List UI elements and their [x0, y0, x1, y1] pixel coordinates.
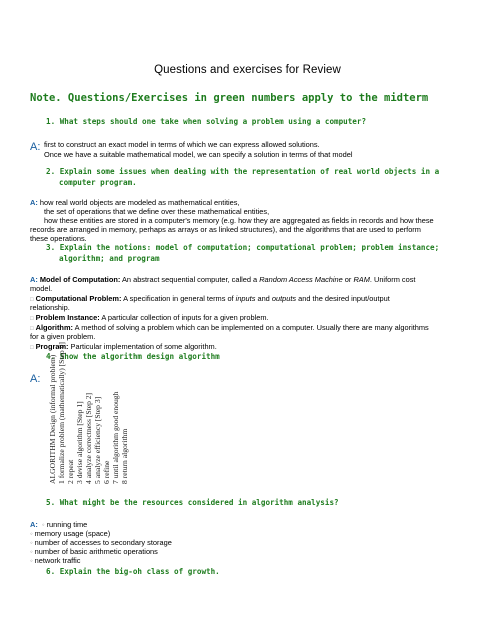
algorithm-step: 5 analyze efficiency [Step 3] — [93, 396, 102, 484]
answer-label: A: — [30, 520, 38, 529]
answer-3-program: □ Program: Particular implementation of some algorithm. — [30, 342, 217, 351]
algorithm-step: ALGORITHM Design (informal problem) — [48, 354, 57, 484]
answer-2-line-5: these operations. — [30, 234, 87, 243]
algorithm-step: 8 return algorithm — [120, 428, 129, 484]
answer-2-line-1: A: how real world objects are modeled as mathematical entities, — [30, 198, 240, 207]
answer-1 — [30, 137, 40, 155]
answer-3-cp-cont: relationship. — [30, 303, 70, 312]
answer-2-line-3: how these entities are stored in a computer's memory (e.g. how they are aggregated as fields in records and how these — [44, 216, 434, 225]
answer-3-problem-instance: □ Problem Instance: A particular collection of inputs for a given problem. — [30, 313, 269, 322]
answer-2-line-4: records are arranged in memory, perhaps as arrays or as linked structures), and the algorithms that are used to perform — [30, 225, 421, 234]
bullet-icon: ◦ — [30, 547, 33, 556]
answer-label: A: — [30, 373, 41, 385]
bullet-box-icon: □ — [30, 316, 34, 322]
answer-5-item: ◦ number of basic arithmetic operations — [30, 547, 158, 556]
question-2-line-1: 2. Explain some issues when dealing with the representation of real world objects in a — [46, 167, 440, 176]
question-3-line-2: algorithm; and program — [59, 254, 160, 263]
answer-2-line-2: the set of operations that we define over these mathematical entities, — [44, 207, 270, 216]
algorithm-step: 6 refine — [102, 460, 111, 484]
answer-3-moc-cont: model. — [30, 284, 53, 293]
answer-5-item: ◦ number of accesses to secondary storage — [30, 538, 172, 547]
answer-label: A: — [30, 198, 38, 207]
bullet-box-icon: □ — [30, 326, 34, 332]
bullet-box-icon: □ — [30, 297, 34, 303]
question-5: 5. What might be the resources considered in algorithm analysis? — [46, 498, 339, 507]
bullet-icon: ◦ — [30, 556, 33, 565]
algorithm-step: 7 until algorithm good enough — [111, 391, 120, 484]
algorithm-step: 3 devise algorithm [Step 1] — [75, 401, 84, 484]
question-6: 6. Explain the big-oh class of growth. — [46, 567, 220, 576]
answer-3-model-of-computation: A: Model of Computation: An abstract sequential computer, called a Random Access Machine or RAM. Uniform cost — [30, 275, 416, 284]
midterm-note: Note. Questions/Exercises in green numbers apply to the midterm — [30, 92, 429, 104]
algorithm-step: 1 formalize problem (mathematically) [Step 0] — [57, 342, 66, 484]
bullet-icon: ◦ — [39, 520, 45, 529]
algorithm-step: 2 repeat — [66, 459, 75, 484]
answer-5-item: ◦ network traffic — [30, 556, 81, 565]
question-4: 4. Show the algorithm design algorithm — [46, 352, 220, 361]
answer-1-line-2: Once we have a suitable mathematical model, we can specify a solution in terms of that model — [44, 150, 353, 159]
bullet-icon: ◦ — [30, 538, 33, 547]
answer-5-item: A: ◦ running time — [30, 520, 88, 529]
answer-label: A: — [30, 141, 41, 153]
answer-3-algorithm: □ Algorithm: A method of solving a problem which can be implemented on a computer. Usually there are many algorithms — [30, 323, 429, 332]
algorithm-step: 4 analyze correctness [Step 2] — [84, 392, 93, 484]
answer-label: A: — [30, 275, 38, 284]
algorithm-design-figure — [48, 342, 129, 486]
page-title: Questions and exercises for Review — [154, 64, 341, 76]
answer-3-computational-problem: □ Computational Problem: A specification in general terms of inputs and outputs and the desired input/output — [30, 294, 390, 303]
question-3-line-1: 3. Explain the notions: model of computation; computational problem; problem instance; — [46, 243, 440, 252]
question-2-line-2: computer program. — [59, 178, 137, 187]
question-1: 1. What steps should one take when solving a problem using a computer? — [46, 117, 367, 126]
bullet-icon: ◦ — [30, 529, 33, 538]
answer-1-line-1: first to construct an exact model in terms of which we can express allowed solutions. — [44, 140, 320, 149]
answer-3-alg-cont: for a given problem. — [30, 332, 96, 341]
bullet-box-icon: □ — [30, 345, 34, 351]
answer-5-item: ◦ memory usage (space) — [30, 529, 111, 538]
